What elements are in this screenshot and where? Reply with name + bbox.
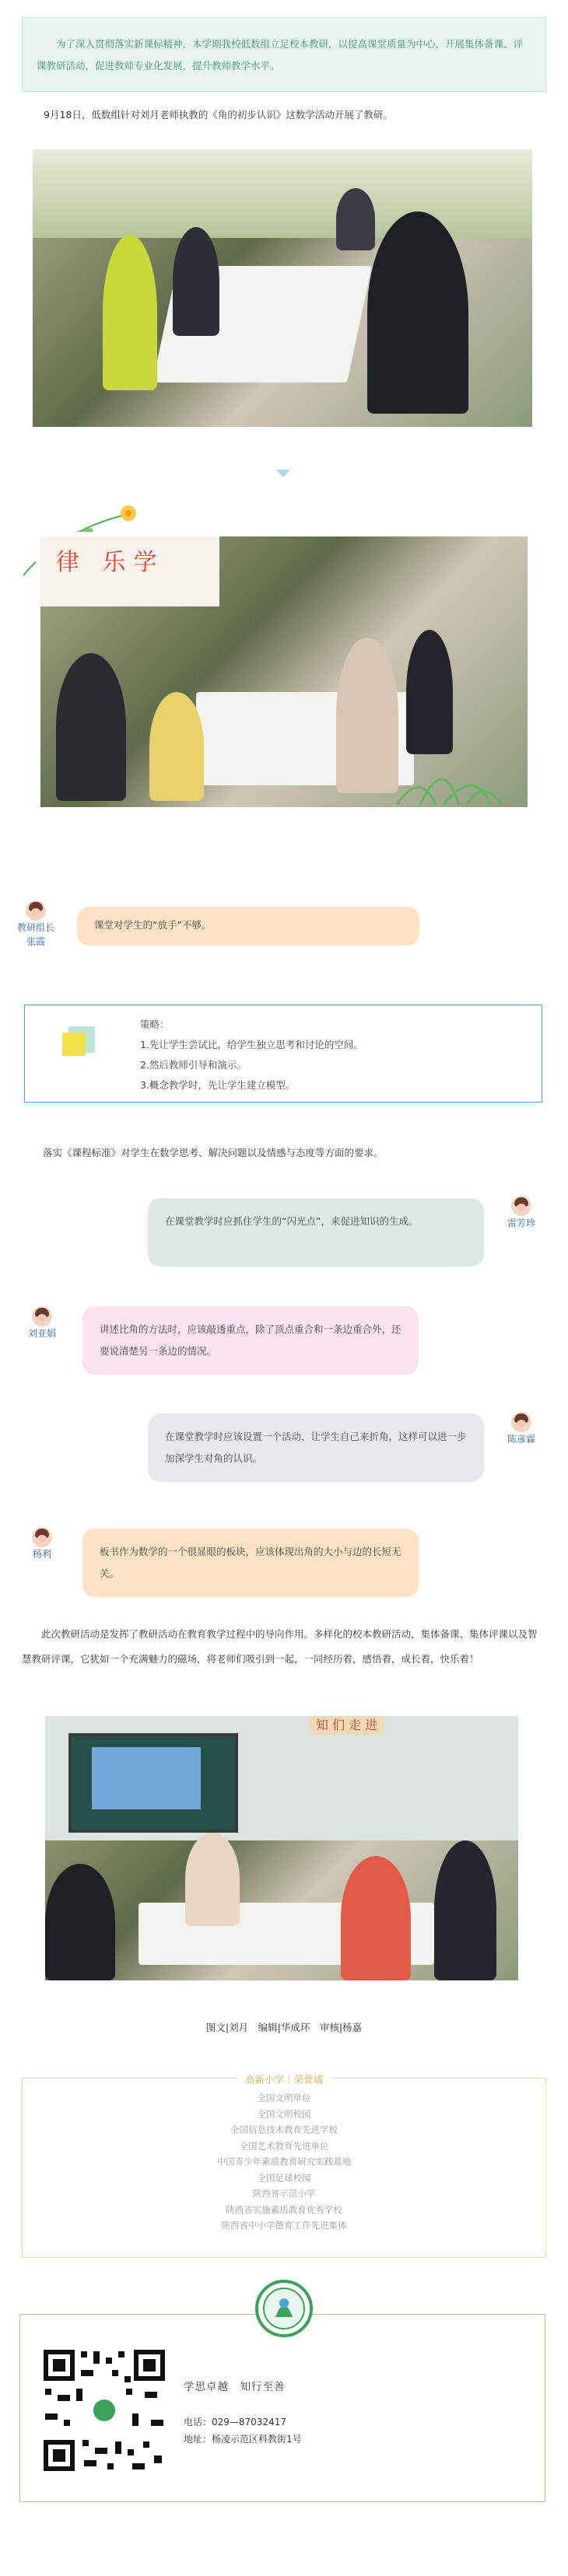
school-logo-icon [255,2280,313,2337]
commenter-name: 雷芳珍 [507,1218,535,1229]
strategy-title: 策略： [140,1019,170,1030]
honor-item: 陕西省示范小学 [252,2188,316,2199]
commenter-4 [500,1412,543,1446]
intro-text: 为了深入贯彻落实新课标精神，本学期我校低数组立足校本教研，以提高课堂质量为中心，开展集体备课、评课教研活动，促进教师专业化发展，提升教师教学水平。 [37,38,524,72]
footer-phone: 电话：029—87032417 [184,2417,286,2427]
honor-title: 高新小学｜荣誉墙 [0,2071,568,2086]
comment-bubble-4: 在课堂教学时应该设置一个活动，让学生自己来折角，这样可以进一步加深学生对角的认识。 [148,1414,484,1482]
avatar [511,1412,531,1432]
honor-item: 全国艺术教育先进单位 [239,2140,329,2151]
banner-text: 律 乐学 [56,549,165,576]
commenter-name: 陈彦霖 [507,1434,535,1445]
commenter-3 [20,1306,64,1340]
honor-item: 全国足球校园 [257,2172,311,2183]
summary-text: 此次教研活动是发挥了教研活动在教育教学过程中的导向作用。多样化的校本教研活动，集体备课、集体评课以及智慧教研评课，它犹如一个充满魅力的磁场，将老师们吸引到一起，一同经历着，感悟着，成长着，快乐着！ [22,1628,538,1665]
strategy-list [140,1015,363,1096]
footer-slogan: 学思卓越 知行至善 [184,2381,286,2393]
footer-contact [184,2413,302,2448]
standard-line: 落实《课程标准》对学生在数学思考、解决问题以及情感与态度等方面的要求。 [43,1147,384,1159]
honor-item: 全国信息技术教育先进学校 [230,2124,338,2135]
strategy-item: 2.然后教师引导和演示。 [140,1059,247,1071]
classroom-photo-3 [45,1716,518,1980]
honor-item: 陕西省实施素质教育优秀学校 [226,2204,342,2215]
intro-box [22,17,546,92]
grass-decoration-icon [389,746,506,809]
activity-line: 9月18日，低数组针对刘月老师执教的《角的初步认识》这数学活动开展了教研。 [44,109,393,121]
footer-address: 地址：杨凌示范区科教街1号 [184,2434,302,2445]
comment-bubble-3: 讲述比角的方法时，应该敲透重点，除了顶点重合和一条边重合外，还要说清楚另一条边的情况。 [82,1306,419,1375]
qr-code-icon [40,2347,168,2474]
commenter-1 [14,900,58,949]
honor-item: 中国青少年素质教育研究实践基地 [216,2156,352,2167]
photo-2-frame [23,513,537,809]
classroom-photo-1 [33,149,532,427]
honor-item: 全国文明校园 [257,2108,311,2120]
honor-item: 陕西省中小学德育工作先进集体 [221,2220,347,2231]
strategy-icon [61,1023,98,1061]
comment-bubble-1: 课堂对学生的“放手”不够。 [77,907,419,945]
commenter-name: 教研组长 张霞 [16,922,54,947]
honor-item: 全国文明单位 [257,2092,311,2103]
strategy-item: 3.概念教学时，先让学生建立模型。 [140,1079,296,1091]
commenter-name: 刘亚娟 [27,1328,56,1339]
avatar [32,1306,52,1326]
commenter-2 [500,1196,543,1230]
credits: 图文|刘月 编辑|华成环 审核|杨嘉 [205,2022,363,2033]
strategy-item: 1.先让学生尝试比，给学生独立思考和讨论的空间。 [140,1039,363,1050]
avatar [32,1527,52,1547]
avatar [511,1196,531,1216]
divider-arrow-icon [276,470,290,477]
board-text: 知 们 走 进 [310,1716,384,1735]
honor-list [0,2090,568,2234]
comment-bubble-2: 在课堂教学时应抓住学生的“闪光点”，来促进知识的生成。 [148,1198,484,1267]
commenter-5 [20,1527,64,1561]
commenter-name: 杨利 [32,1549,51,1560]
avatar [26,900,46,921]
comment-bubble-5: 板书作为数学的一个很显眼的板块，应该体现出角的大小与边的长短无关。 [82,1529,419,1597]
